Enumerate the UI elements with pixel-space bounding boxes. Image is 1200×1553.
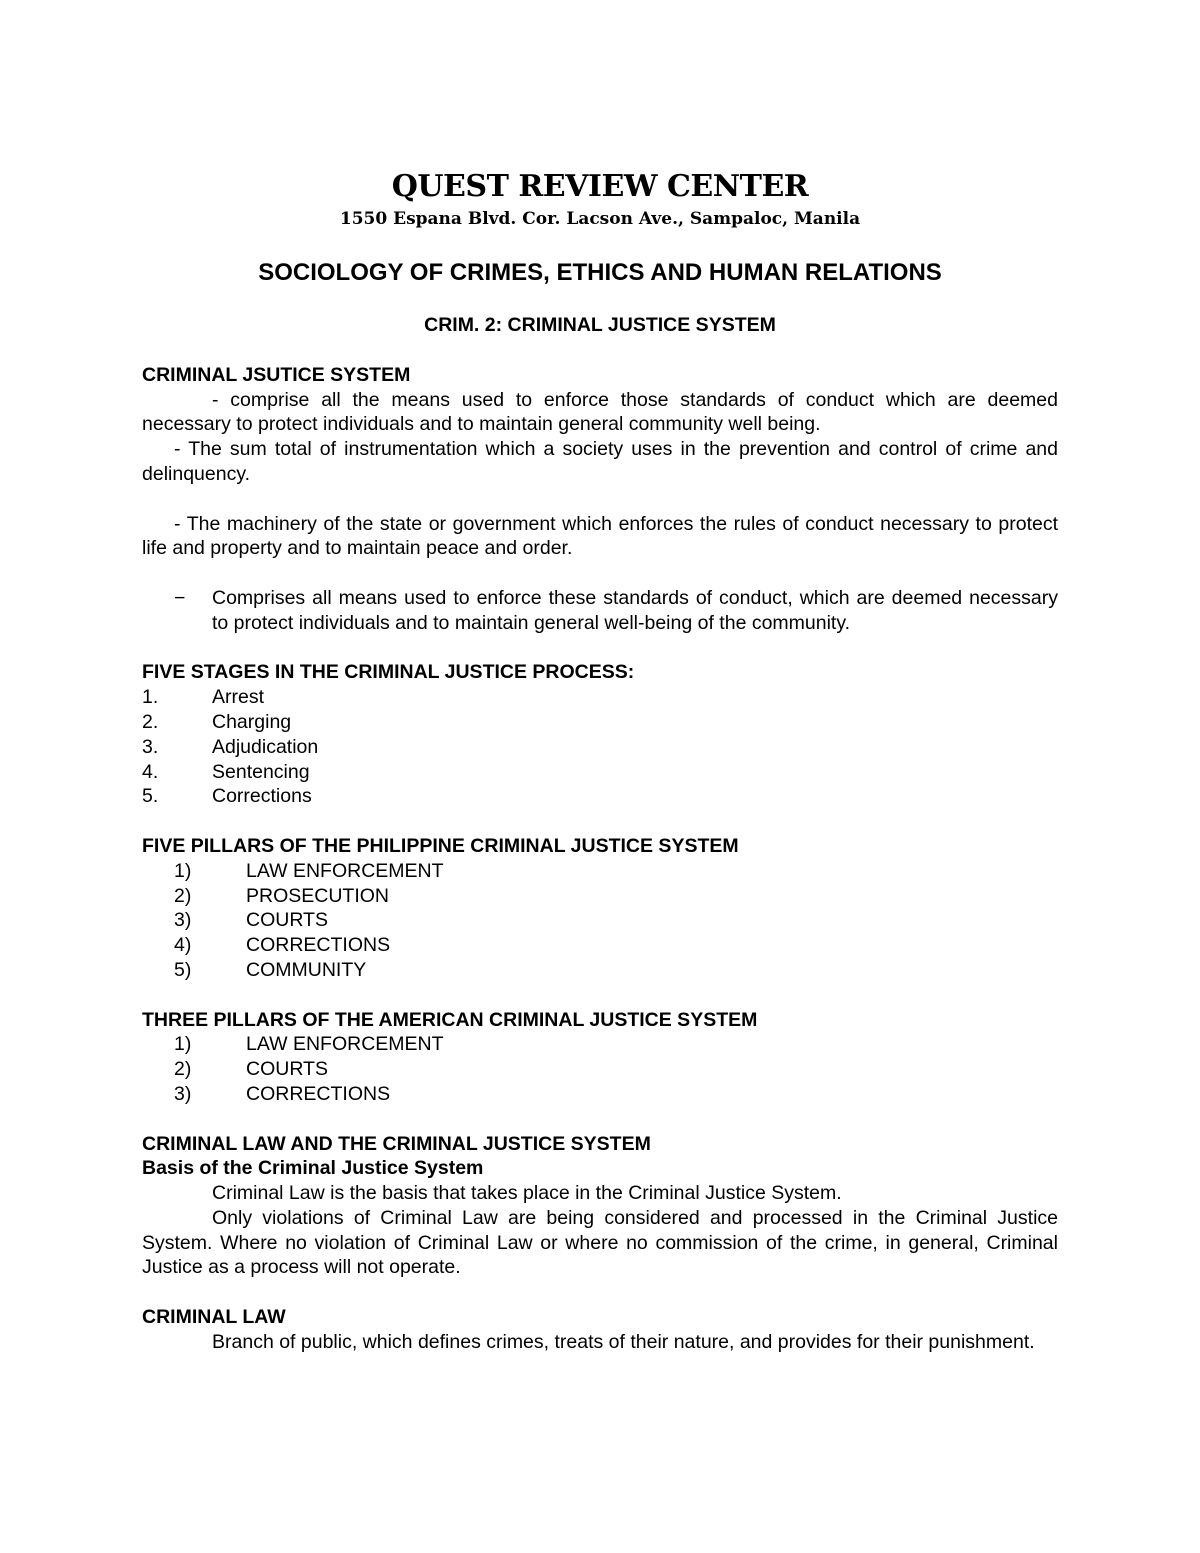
list-item: 3. Adjudication — [142, 735, 319, 758]
org-name: QUEST REVIEW CENTER — [391, 169, 809, 204]
criminal-law-cjs-section — [142, 1132, 1058, 1281]
ph-pillars-section — [142, 834, 1058, 983]
criminal-law-cjs-heading: CRIMINAL LAW AND THE CRIMINAL JUSTICE SYSTEM — [142, 1132, 651, 1155]
five-stages-section — [142, 660, 1058, 809]
list-item: 3) CORRECTIONS — [174, 1082, 391, 1105]
list-item: 4) CORRECTIONS — [174, 934, 391, 957]
list-item: 5. Corrections — [142, 785, 312, 808]
ph-pillars-list — [142, 859, 1058, 983]
list-item: 2) PROSECUTION — [174, 884, 390, 907]
cjs-definition-4-text: Comprises all means used to enforce these standards of conduct, which are deemed necessary to protect individuals and to maintain general well-being of the community. — [212, 586, 1058, 634]
list-item: 4. Sentencing — [142, 760, 310, 783]
course-title: CRIM. 2: CRIMINAL JUSTICE SYSTEM — [424, 314, 776, 336]
cjs-definition-1: - comprise all the means used to enforce those standards of conduct which are deemed necessary to protect individuals and to maintain general community well being. — [142, 388, 1058, 436]
cjs-definition-section — [142, 363, 1058, 636]
subject-title: SOCIOLOGY OF CRIMES, ETHICS AND HUMAN RELATIONS — [258, 259, 942, 286]
us-pillars-list — [142, 1032, 1058, 1106]
five-stages-heading: FIVE STAGES IN THE CRIMINAL JUSTICE PROCESS: — [142, 661, 635, 684]
criminal-law-definition: Branch of public, which defines crimes, treats of their nature, and provides for their punishment. — [212, 1330, 1035, 1353]
dash-marker: − — [174, 586, 186, 609]
basis-subheading: Basis of the Criminal Justice System — [142, 1157, 484, 1180]
five-stages-list — [142, 685, 1058, 809]
basis-paragraph-2: Only violations of Criminal Law are being considered and processed in the Criminal Justice System. Where no violation of Criminal Law or where no commission of the crime, in general, Criminal Justice as a process will not operate. — [142, 1206, 1058, 1279]
criminal-law-heading: CRIMINAL LAW — [142, 1306, 286, 1329]
criminal-law-section — [142, 1305, 1058, 1355]
list-item: 3) COURTS — [174, 909, 328, 932]
list-item: 1) LAW ENFORCEMENT — [174, 859, 444, 882]
cjs-definition-2: - The sum total of instrumentation which a society uses in the prevention and control of crime and delinquency. — [142, 438, 1058, 485]
list-item: 2) COURTS — [174, 1058, 328, 1081]
us-pillars-heading: THREE PILLARS OF THE AMERICAN CRIMINAL JUSTICE SYSTEM — [142, 1008, 758, 1031]
basis-paragraph-1: Criminal Law is the basis that takes place in the Criminal Justice System. — [212, 1182, 842, 1205]
list-item: 5) COMMUNITY — [174, 958, 367, 981]
document-page — [142, 168, 1058, 1355]
org-address: 1550 Espana Blvd. Cor. Lacson Ave., Sampaloc, Manila — [339, 209, 861, 229]
list-item: 1. Arrest — [142, 686, 265, 709]
us-pillars-section — [142, 1008, 1058, 1107]
cjs-definition-4 — [174, 586, 1058, 636]
list-item: 2. Charging — [142, 710, 292, 733]
list-item: 1) LAW ENFORCEMENT — [174, 1033, 444, 1056]
cjs-heading: CRIMINAL JSUTICE SYSTEM — [142, 363, 411, 386]
ph-pillars-heading: FIVE PILLARS OF THE PHILIPPINE CRIMINAL JUSTICE SYSTEM — [142, 834, 739, 857]
cjs-definition-3: - The machinery of the state or government which enforces the rules of conduct necessary to protect life and property and to maintain peace and order. — [142, 512, 1058, 560]
